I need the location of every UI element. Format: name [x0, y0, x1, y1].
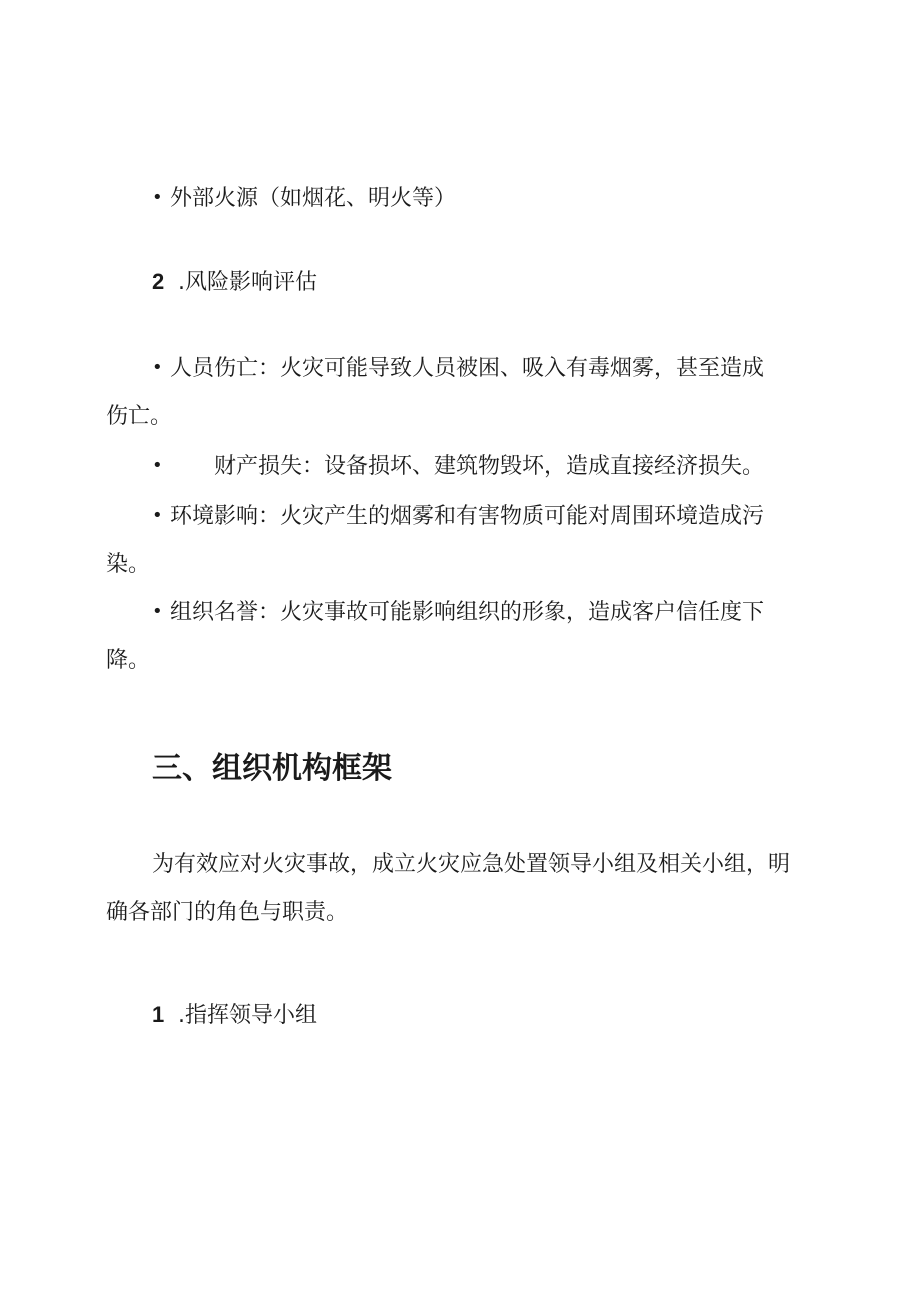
paragraph-intro-cont [106, 898, 348, 928]
subheading-text: .指挥领导小组 [178, 1003, 317, 1028]
bullet-icon: • [152, 505, 163, 526]
bullet-item-casualties [152, 354, 764, 385]
bullet-icon: • [152, 601, 163, 622]
bullet-text-continuation: 降。 [106, 648, 151, 673]
bullet-text-continuation: 染。 [106, 552, 151, 577]
bullet-item-casualties-cont [106, 402, 172, 432]
bullet-text: 环境影响：火灾产生的烟雾和有害物质可能对周围环境造成污 [170, 504, 765, 529]
bullet-item-reputation-cont [106, 646, 150, 676]
bullet-item-environment [152, 502, 764, 533]
paragraph-intro [152, 850, 790, 880]
bullet-text: 财产损失：设备损坏、建筑物毁坏，造成直接经济损失。 [214, 454, 765, 479]
section-heading: 三、组织机构框架 [152, 751, 392, 786]
bullet-text: 人员伤亡：火灾可能导致人员被困、吸入有毒烟雾，甚至造成 [170, 356, 765, 381]
bullet-icon: • [152, 455, 163, 476]
bullet-item-external-fire [152, 184, 456, 215]
bullet-text: 外部火源（如烟花、明火等） [170, 186, 457, 211]
bullet-text-continuation: 伤亡。 [106, 404, 173, 429]
bullet-item-environment-cont [106, 550, 150, 580]
list-number: 1 [152, 1002, 165, 1027]
bullet-icon: • [152, 187, 163, 208]
subheading-risk-impact [152, 267, 317, 298]
list-number: 2 [152, 269, 165, 294]
subheading-text: .风险影响评估 [178, 270, 317, 295]
bullet-icon: • [152, 357, 163, 378]
bullet-item-property-loss [152, 452, 764, 483]
subheading-command-group [152, 1000, 317, 1031]
bullet-text: 组织名誉：火灾事故可能影响组织的形象，造成客户信任度下 [170, 600, 765, 625]
paragraph-text: 为有效应对火灾事故，成立火灾应急处置领导小组及相关小组，明 [152, 852, 791, 877]
paragraph-text-continuation: 确各部门的角色与职责。 [106, 900, 349, 925]
bullet-item-reputation [152, 598, 764, 629]
